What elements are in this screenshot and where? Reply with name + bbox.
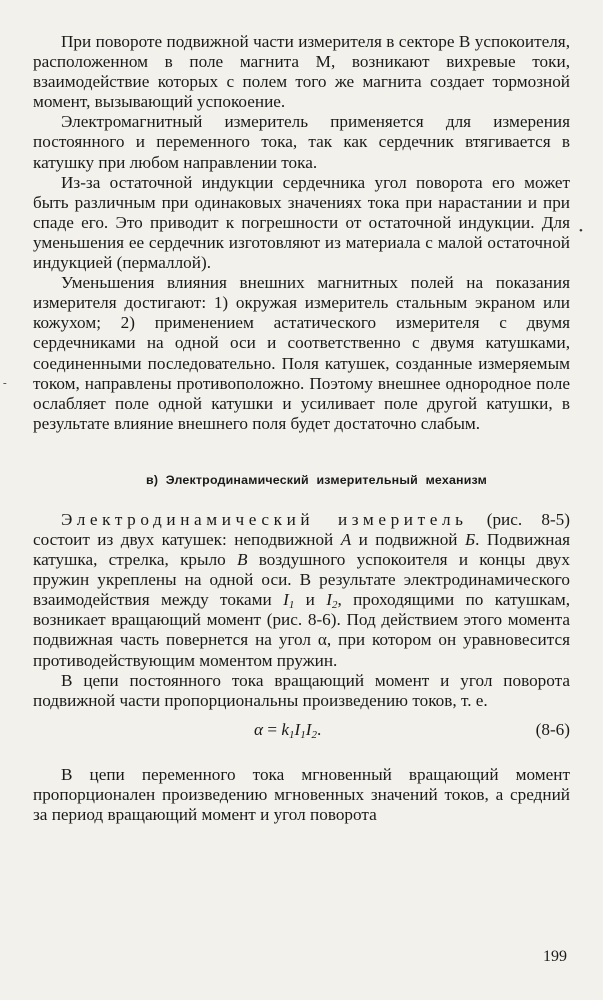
paragraph-residual-induction: Из-за остаточной индукции сердечника угол поворота его может быть различным при одинаковых значениях тока при нарастании и при спаде его. Это приводит к погрешности от остаточной индукции. Для уменьшения ее сердечник изготовляют из материала с малой остаточной индукцией (пермаллой). [33, 172, 570, 273]
page-number: 199 [543, 948, 567, 965]
equation-row [33, 715, 570, 745]
symbol-alpha: α [254, 719, 264, 739]
text-run: воздушного успокоителя и концы двух пружин укреплены на одной оси. В результате электродинамического взаимодействия между токами [33, 550, 570, 610]
current-i1 [283, 590, 295, 612]
equation-formula [254, 715, 321, 745]
section-heading: в) Электродинамический измерительный механизм [146, 472, 487, 487]
symbol-k: k [281, 719, 289, 739]
text-run: , проходящими по катушкам, возникает вращающий момент (рис. 8-6). Под действием этого момента подвижная часть повернется на угол α, при котором он уравновесится противодействующим моментом пружин. [33, 590, 570, 670]
label-v: В [237, 550, 248, 570]
symbol-i1: I [294, 719, 301, 739]
symbol-subscript: 1 [288, 728, 295, 741]
equation-number: (8-6) [535, 719, 570, 739]
paragraph-external-fields: Уменьшения влияния внешних магнитных полей на показания измерителя достигают: 1) окружая измеритель стальным экраном или кожухом; 2) применением астатического измерителя с двумя сердечниками на одной оси и соответственно с двумя катушками, соединенными последовательно. Поля катушек, созданные измеряемым током, направлены противоположно. Поэтому внешнее однородное поле ослабляет поле одной катушки и усиливает поле другой катушки, в результате влияние внешнего поля будет достаточно слабым. [33, 273, 570, 433]
text-run: . Подвижная катушка, стрелка, крыло [33, 529, 570, 570]
equals-sign: = [263, 719, 282, 739]
text-run: и [294, 590, 327, 610]
current-i2 [326, 590, 338, 612]
symbol-subscript: 1 [288, 599, 295, 612]
margin-mark: • [579, 225, 583, 237]
paragraph-ac-circuit: В цепи переменного тока мгновенный вращающий момент пропорционален произведению мгновенных значений токов, а средний за период вращающий момент и угол поворота [33, 764, 570, 824]
label-b: Б [464, 529, 476, 549]
paragraph-electrodynamic-meter [33, 510, 570, 671]
symbol-subscript: 1 [300, 728, 306, 741]
text-run: и подвижной [351, 529, 465, 549]
paragraph-damper: При повороте подвижной части измерителя в секторе В успокоителя, расположенном в поле магнита М, возникают вихревые токи, взаимодействие которых с полем того же магнита создает тормозной момент, вызывающий успокоение. [33, 32, 570, 112]
text-run: (рис. 8-5) состоит из двух катушек: неподвижной [33, 509, 570, 549]
paragraph-electromagnetic-usage: Электромагнитный измеритель применяется для измерения постоянного и переменного тока, так как сердечник втягивается в катушку при любом направлении тока. [33, 112, 570, 172]
paragraph-dc-circuit: В цепи постоянного тока вращающий момент и угол поворота подвижной части пропорциональны произведению токов, т. е. [33, 670, 570, 710]
spaced-term: Электродинамический измеритель [61, 509, 468, 529]
label-a: А [340, 529, 352, 549]
symbol-base: I [326, 590, 332, 610]
symbol-base: I [283, 590, 289, 610]
symbol-i2: I [305, 719, 312, 739]
symbol-subscript: 2 [331, 599, 338, 612]
equation-period: . [316, 719, 322, 739]
margin-mark: - [3, 377, 7, 389]
symbol-subscript: 2 [311, 728, 317, 741]
